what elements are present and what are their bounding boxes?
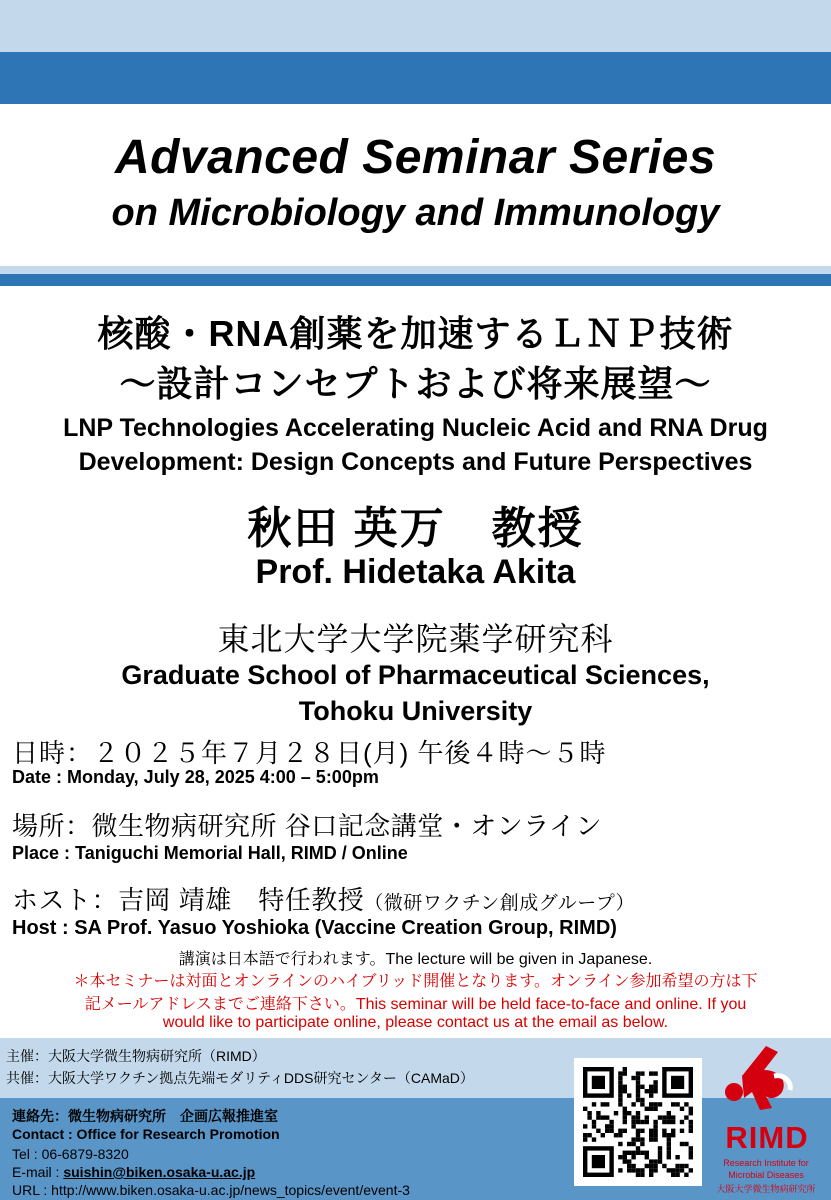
host-name-jp: ホスト：吉岡 靖雄 特任教授	[12, 885, 365, 915]
contact-url[interactable]: URL : http://www.biken.osaka-u.ac.jp/news_topics/event/event-3	[12, 1182, 410, 1198]
mid-light-band	[0, 266, 831, 274]
date-jp: 日時：２０２５年７月２８日(月) 午後４時～５時	[12, 738, 607, 768]
host-en: Host : SA Prof. Yasuo Yoshioka (Vaccine Creation Group, RIMD)	[12, 917, 617, 939]
logo-subtitle-line3: 大阪大学微生物病研究所	[716, 1184, 816, 1194]
affiliation-en-line2: Tohoku University	[298, 696, 533, 726]
rimd-logo-text: RIMD	[725, 1120, 809, 1155]
place-en: Place : Taniguchi Memorial Hall, RIMD / Online	[12, 843, 408, 863]
affiliation-en-line1: Graduate School of Pharmaceutical Sciences,	[121, 660, 710, 690]
date-en: Date : Monday, July 28, 2025 4:00 – 5:00pm	[12, 767, 379, 787]
speaker-name-jp: 秋田 英万 教授	[247, 504, 584, 553]
language-note: 講演は日本語で行われます。The lecture will be given in Japanese.	[178, 951, 653, 968]
talk-title-jp-line1: 核酸・RNA創薬を加速するＬＮＰ技術	[97, 313, 734, 354]
rimd-logo-icon	[704, 1036, 828, 1120]
notice-line3: would like to participate online, please contact us at the email as below.	[162, 1014, 669, 1031]
series-title-line2: on Microbiology and Immunology	[111, 192, 720, 234]
mid-blue-band	[0, 274, 831, 286]
place-jp: 場所：微生物病研究所 谷口記念講堂・オンライン	[12, 811, 602, 841]
rimd-logo	[704, 1036, 828, 1200]
contact-email-row	[12, 1164, 255, 1180]
affiliation-jp: 東北大学大学院薬学研究科	[217, 621, 614, 657]
co-organizer: 共催：大阪大学ワクチン拠点先端モダリティDDS研究センター（CAMaD）	[6, 1070, 474, 1086]
qr-code-graphic	[574, 1058, 702, 1186]
logo-subtitle-line2: Microbial Diseases	[728, 1170, 804, 1180]
speaker-name-en: Prof. Hidetaka Akita	[255, 553, 576, 591]
notice-line1: ＊本セミナーは対面とオンラインのハイブリッド開催となります。オンライン参加希望の方は下	[73, 973, 758, 990]
email-link[interactable]: suishin@biken.osaka-u.ac.jp	[63, 1164, 256, 1180]
qr-code-icon[interactable]	[574, 1058, 702, 1186]
contact-tel: Tel : 06-6879-8320	[12, 1146, 129, 1162]
talk-title-en-line2: Development: Design Concepts and Future Perspectives	[78, 448, 753, 476]
host-jp	[12, 880, 635, 917]
email-label: E-mail :	[12, 1164, 64, 1180]
organizer: 主催：大阪大学微生物病研究所（RIMD）	[6, 1048, 266, 1064]
top-light-band	[0, 0, 831, 52]
notice-line2: 記メールアドレスまでご連絡下さい。This seminar will be held face-to-face and online. If you	[84, 996, 747, 1013]
talk-title-en-line1: LNP Technologies Accelerating Nucleic Acid and RNA Drug	[63, 414, 768, 442]
host-group-jp: （微研ワクチン創成グループ）	[364, 893, 635, 914]
contact-jp: 連絡先：微生物病研究所 企画広報推進室	[12, 1108, 278, 1124]
logo-subtitle-line1: Research Institute for	[723, 1158, 809, 1168]
series-title-block	[0, 104, 831, 266]
series-title-line1: Advanced Seminar Series	[114, 131, 717, 184]
top-blue-band	[0, 52, 831, 104]
contact-en: Contact : Office for Research Promotion	[12, 1126, 280, 1142]
talk-title-jp-line2: ～設計コンセプトおよび将来展望～	[119, 363, 712, 404]
